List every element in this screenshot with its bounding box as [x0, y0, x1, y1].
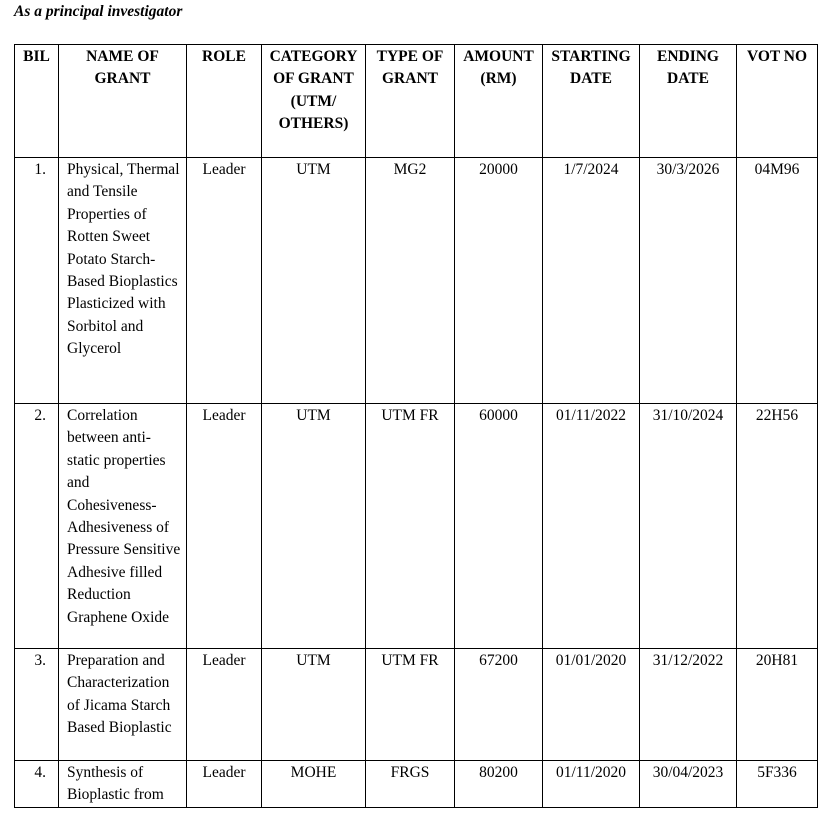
grants-table — [14, 44, 818, 808]
cell-ending-date: 30/3/2026 — [640, 158, 737, 404]
cell-ending-date: 31/10/2024 — [640, 404, 737, 649]
cell-vot-no: 20H81 — [737, 649, 818, 761]
cell-type: MG2 — [366, 158, 455, 404]
cell-ending-date: 31/12/2022 — [640, 649, 737, 761]
cell-amount: 60000 — [455, 404, 543, 649]
header-vot-no: VOT NO — [737, 45, 818, 158]
cell-category: UTM — [262, 158, 366, 404]
cell-amount: 67200 — [455, 649, 543, 761]
cell-bil: 2. — [15, 404, 59, 649]
cell-grant-name: Correlation between anti-static properties and Cohesiveness-Adhesiveness of Pressure Sensitive Adhesive filled Reduction Graphene Oxide — [59, 404, 187, 649]
cell-starting-date: 01/11/2020 — [543, 761, 640, 808]
cell-grant-name: Preparation and Characterization of Jicama Starch Based Bioplastic — [59, 649, 187, 761]
cell-role: Leader — [187, 649, 262, 761]
cell-type: UTM FR — [366, 404, 455, 649]
section-heading: As a principal investigator — [14, 3, 183, 20]
cell-bil: 3. — [15, 649, 59, 761]
table-row — [15, 404, 818, 649]
cell-amount: 80200 — [455, 761, 543, 808]
header-ending-date: ENDING DATE — [640, 45, 737, 158]
table-row — [15, 761, 818, 808]
cell-type: UTM FR — [366, 649, 455, 761]
cell-vot-no: 04M96 — [737, 158, 818, 404]
cell-starting-date: 01/11/2022 — [543, 404, 640, 649]
cell-type: FRGS — [366, 761, 455, 808]
cell-grant-name: Physical, Thermal and Tensile Properties of Rotten Sweet Potato Starch-Based Bioplastics Plasticized with Sorbitol and Glycerol — [59, 158, 187, 404]
header-name-of-grant: NAME OF GRANT — [59, 45, 187, 158]
header-role: ROLE — [187, 45, 262, 158]
cell-vot-no: 22H56 — [737, 404, 818, 649]
cell-role: Leader — [187, 158, 262, 404]
cell-amount: 20000 — [455, 158, 543, 404]
cell-category: UTM — [262, 404, 366, 649]
cell-starting-date: 1/7/2024 — [543, 158, 640, 404]
cell-grant-name: Synthesis of Bioplastic from — [59, 761, 187, 808]
header-starting-date: STARTING DATE — [543, 45, 640, 158]
cell-role: Leader — [187, 761, 262, 808]
header-amount: AMOUNT (RM) — [455, 45, 543, 158]
header-type-of-grant: TYPE OF GRANT — [366, 45, 455, 158]
cell-role: Leader — [187, 404, 262, 649]
header-category-of-grant: CATEGORY OF GRANT (UTM/ OTHERS) — [262, 45, 366, 158]
table-header-row — [15, 45, 818, 158]
table-row — [15, 649, 818, 761]
cell-bil: 4. — [15, 761, 59, 808]
cell-ending-date: 30/04/2023 — [640, 761, 737, 808]
header-bil: BIL — [15, 45, 59, 158]
cell-category: UTM — [262, 649, 366, 761]
cell-bil: 1. — [15, 158, 59, 404]
table-row — [15, 158, 818, 404]
cell-starting-date: 01/01/2020 — [543, 649, 640, 761]
cell-vot-no: 5F336 — [737, 761, 818, 808]
cell-category: MOHE — [262, 761, 366, 808]
